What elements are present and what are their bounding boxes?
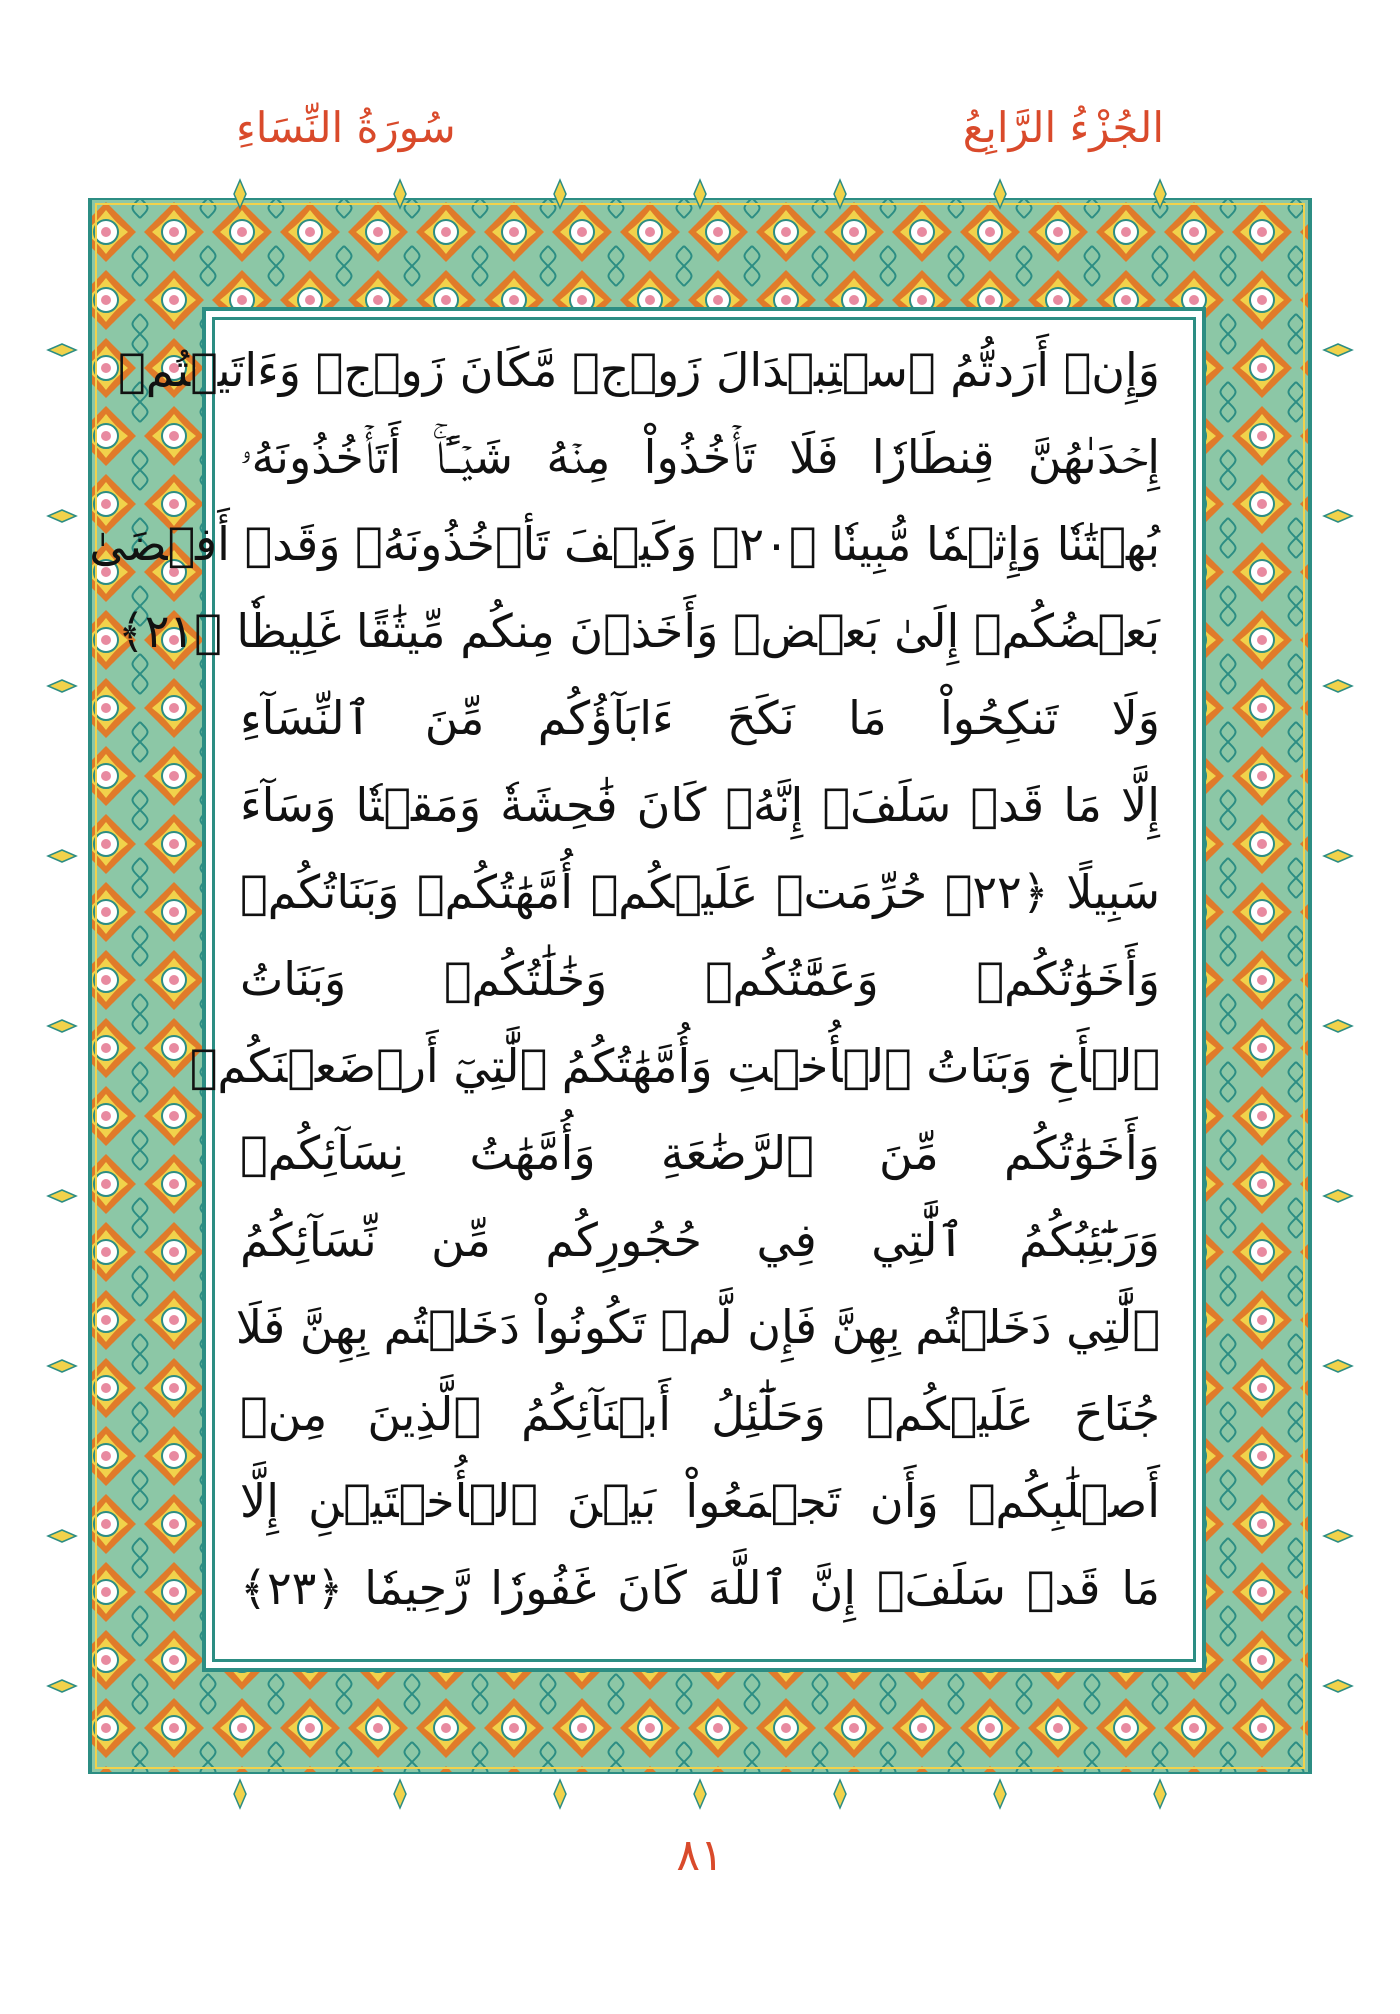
verse-line-7: سَبِيلًا ﴿٢٢﴾ حُرِّمَتۡ عَلَيۡكُمۡ أُمَّهَٰتُكُمۡ وَبَنَاتُكُمۡ [240,865,1160,919]
page-number: ٨١ [676,1830,724,1881]
verse-lines [89,328,1160,1638]
verse-line-12: ٱلَّٰتِي دَخَلۡتُم بِهِنَّ فَإِن لَّمۡ تَكُونُواْ دَخَلۡتُم بِهِنَّ فَلَا [235,1300,1160,1354]
verse-line-8: وَأَخَوَٰتُكُمۡ وَعَمَّٰتُكُمۡ وَخَٰلَٰتُكُمۡ وَبَنَاتُ [240,952,1160,1006]
verse-line-5: وَلَا تَنكِحُواْ مَا نَكَحَ ءَابَآؤُكُم مِّنَ ٱلنِّسَآءِ [240,691,1160,745]
juz-title: الجُزْءُ الرَّابِعُ [962,103,1164,152]
surah-title: سُورَةُ النِّسَاءِ [236,103,456,152]
verse-line-11: وَرَبَٰٓئِبُكُمُ ٱلَّٰتِي فِي حُجُورِكُم مِّن نِّسَآئِكُمُ [240,1213,1160,1267]
verse-line-4: بَعۡضُكُمۡ إِلَىٰ بَعۡضٖ وَأَخَذۡنَ مِنكُم مِّيثَٰقًا غَلِيظٗا ﴿٢١﴾ [117,604,1160,658]
verse-line-1: وَإِنۡ أَرَدتُّمُ ٱسۡتِبۡدَالَ زَوۡجٖ مَّكَانَ زَوۡجٖ وَءَاتَيۡتُمۡ [118,343,1160,397]
verse-line-13: جُنَاحَ عَلَيۡكُمۡ وَحَلَٰٓئِلُ أَبۡنَآئِكُمُ ٱلَّذِينَ مِنۡ [240,1387,1160,1441]
verse-line-2: إِحۡدَىٰهُنَّ قِنطَارٗا فَلَا تَأۡخُذُواْ مِنۡهُ شَيۡـًٔاۚ أَتَأۡخُذُونَهُۥ [240,430,1160,484]
verse-line-10: وَأَخَوَٰتُكُم مِّنَ ٱلرَّضَٰعَةِ وَأُمَّهَٰتُ نِسَآئِكُمۡ [240,1126,1160,1180]
verse-line-6: إِلَّا مَا قَدۡ سَلَفَۚ إِنَّهُۥ كَانَ فَٰحِشَةٗ وَمَقۡتٗا وَسَآءَ [240,778,1160,832]
verse-line-15: مَا قَدۡ سَلَفَۗ إِنَّ ٱللَّهَ كَانَ غَفُورٗا رَّحِيمٗا ﴿٢٣﴾ [240,1561,1160,1615]
verse-line-14: أَصۡلَٰبِكُمۡ وَأَن تَجۡمَعُواْ بَيۡنَ ٱلۡأُخۡتَيۡنِ إِلَّا [240,1474,1160,1528]
verse-line-3: بُهۡتَٰنٗا وَإِثۡمٗا مُّبِينٗا ﴿٢٠﴾ وَكَيۡفَ تَأۡخُذُونَهُۥ وَقَدۡ أَفۡضَىٰ [89,517,1160,571]
verse-line-9: ٱلۡأَخِ وَبَنَاتُ ٱلۡأُخۡتِ وَأُمَّهَٰتُكُمُ ٱلَّٰتِيٓ أَرۡضَعۡنَكُمۡ [189,1039,1160,1093]
